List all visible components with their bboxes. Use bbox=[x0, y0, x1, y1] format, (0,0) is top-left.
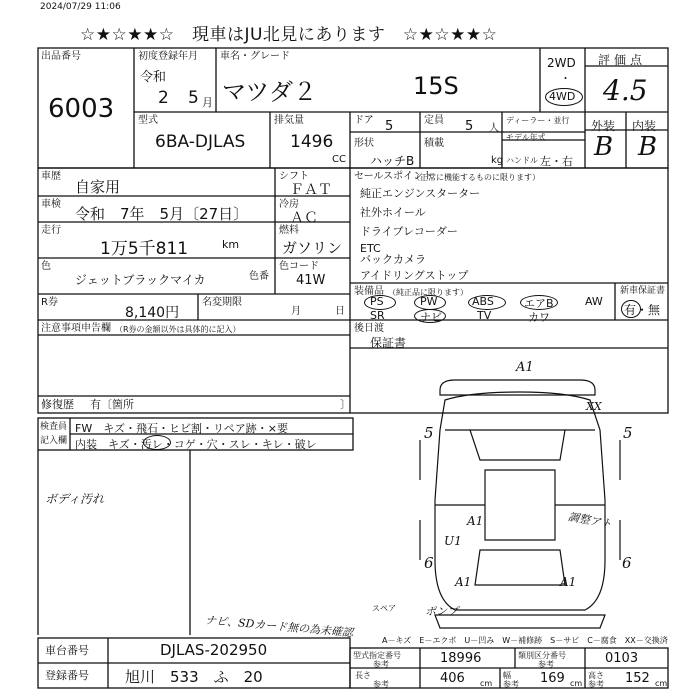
fuel-label: 燃料 bbox=[279, 225, 299, 236]
after-items-label: 後日渡 bbox=[354, 323, 384, 334]
class-no-value: 0103 bbox=[605, 651, 639, 666]
repair-history-value: 有〔箇所 bbox=[90, 398, 134, 411]
fuel-value: ガソリン bbox=[282, 239, 343, 257]
class-no-ref: 参考 bbox=[538, 660, 554, 669]
repair-history-close: 〕 bbox=[340, 398, 351, 411]
dealer-label: ディーラー・並行 bbox=[506, 116, 570, 125]
equipment-aw: AW bbox=[585, 295, 603, 308]
equipment-ps: PS bbox=[370, 295, 384, 308]
check-row-exterior: FW キズ・飛石・ヒビ割・リペア跡・×要 bbox=[75, 422, 288, 435]
recycle-label: R券 bbox=[41, 297, 58, 308]
notes-label: 注意事項申告欄 bbox=[41, 323, 111, 334]
first-reg-era: 令和 bbox=[140, 70, 167, 85]
shift-label: シフト bbox=[279, 171, 309, 182]
mileage-label: 走行 bbox=[41, 225, 61, 236]
history-value: 自家用 bbox=[75, 178, 121, 196]
score-value: 4.5 bbox=[603, 74, 648, 107]
ac-value: ＡＣ bbox=[290, 210, 318, 226]
inspection-label: 車検 bbox=[41, 199, 61, 210]
mark-five-right: 5 bbox=[623, 424, 633, 442]
drive-4wd: 4WD bbox=[549, 90, 576, 103]
mark-a1-mid: A1 bbox=[467, 514, 484, 528]
inspector-note-label-2: 記入欄 bbox=[40, 436, 68, 446]
reg-no-label: 登録番号 bbox=[45, 669, 89, 682]
history-label: 車歴 bbox=[41, 171, 61, 182]
spec-no-value: 18996 bbox=[440, 651, 482, 666]
mark-six-right: 6 bbox=[622, 554, 632, 572]
model-year-label: モデル年式 bbox=[506, 133, 546, 142]
color-code-label: 色コード bbox=[279, 261, 319, 272]
mark-note-adjust: 調整アト bbox=[567, 510, 613, 531]
doors-label: ドア bbox=[354, 115, 374, 126]
length-value: 406 bbox=[440, 671, 465, 686]
header-title: ☆★☆★★☆ 現車はJU北見にあります ☆★☆★★☆ bbox=[80, 25, 498, 45]
equipment-leather: カワ bbox=[528, 311, 550, 324]
inspection-value: 令和 7年 5月〔27日〕 bbox=[75, 205, 249, 223]
height-unit: cm bbox=[655, 679, 668, 688]
height-label: 高さ bbox=[588, 671, 604, 680]
mark-spare: スペア bbox=[372, 604, 396, 613]
width-value: 169 bbox=[540, 671, 565, 686]
capacity-label: 定員 bbox=[424, 115, 444, 126]
first-reg-month-unit: 月 bbox=[202, 96, 213, 109]
interior-label: 内装 bbox=[632, 119, 657, 133]
mileage-value: 1万5千811 bbox=[100, 239, 189, 259]
expiry-label: 名変期限 bbox=[202, 297, 242, 308]
equipment-label: 装備品 bbox=[354, 286, 384, 297]
sales-point-item: ETC bbox=[360, 242, 381, 255]
expiry-month-unit: 月 bbox=[291, 306, 301, 317]
chassis-no-value: DJLAS-202950 bbox=[160, 641, 268, 659]
reg-no-value: 旭川 533 ふ 20 bbox=[125, 668, 263, 686]
color-no-label: 色番 bbox=[249, 271, 269, 282]
color-code-value: 41W bbox=[296, 273, 326, 288]
sales-point-item: アイドリングストップ bbox=[360, 269, 469, 282]
ac-label: 冷房 bbox=[279, 199, 299, 210]
car-name-label: 車名・グレード bbox=[220, 51, 290, 62]
sales-point-item: 純正エンジンスターター bbox=[360, 187, 481, 200]
damage-legend: A－キズ E－エクボ U－凹み W－補修跡 S－サビ C－腐食 XX－交換済 bbox=[382, 636, 668, 645]
mark-xx: XX bbox=[586, 400, 602, 413]
class-no-label: 類別区分番号 bbox=[518, 651, 566, 660]
first-reg-label: 初度登録年月 bbox=[138, 51, 198, 62]
sales-point-item: バックカメラ bbox=[360, 253, 426, 266]
mark-a1-bottom-right: A1 bbox=[560, 575, 577, 589]
lot-no-value: 6003 bbox=[48, 94, 115, 124]
color-label: 色 bbox=[41, 261, 51, 272]
recycle-value: 8,140円 bbox=[125, 305, 180, 321]
equipment-navi: ナビ bbox=[420, 311, 442, 324]
height-ref: 参考 bbox=[588, 680, 604, 689]
shift-value: ＦＡＴ bbox=[290, 182, 332, 198]
cc-unit: CC bbox=[332, 154, 346, 165]
sales-point-item: ドライブレコーダー bbox=[360, 225, 458, 238]
equipment-tv: TV bbox=[477, 309, 492, 322]
hand-note-nav: ナビ、SDカード無の為未確認 bbox=[204, 613, 354, 640]
interior-grade: B bbox=[638, 132, 658, 162]
hand-note-left: ボディ汚れ bbox=[45, 492, 105, 506]
first-reg-year: 2 bbox=[158, 88, 169, 108]
first-reg-month: 5 bbox=[188, 88, 199, 108]
new-car-warranty-label: 新車保証書 bbox=[620, 286, 666, 296]
displacement-value: 1496 bbox=[290, 132, 334, 152]
spec-no-label: 型式指定番号 bbox=[353, 651, 401, 660]
grade-value: 15S bbox=[413, 72, 459, 100]
width-label: 幅 bbox=[503, 671, 511, 680]
doors-value: 5 bbox=[385, 119, 394, 134]
shape-label: 形状 bbox=[354, 138, 374, 149]
capacity-value: 5 bbox=[465, 119, 474, 134]
mark-six-left: 6 bbox=[424, 554, 434, 572]
color-value: ジェットブラックマイカ bbox=[75, 273, 206, 287]
spec-no-ref: 参考 bbox=[373, 660, 389, 669]
mark-a1-top: A1 bbox=[516, 360, 534, 375]
equipment-sr: SR bbox=[370, 309, 385, 322]
handle-value: 左・右 bbox=[540, 155, 573, 168]
chassis-no-label: 車台番号 bbox=[45, 644, 89, 657]
sales-points-note: （正常に機能するものに限ります） bbox=[412, 173, 540, 182]
equipment-note: （純正品に限ります） bbox=[388, 288, 468, 297]
notes-note: （R券の金額以外は具体的に記入） bbox=[115, 325, 241, 334]
equipment-pw: PW bbox=[420, 295, 438, 308]
equipment-abs: ABS bbox=[472, 295, 494, 308]
repair-history-label: 修復歴 bbox=[41, 398, 74, 411]
drive-separator: ・ bbox=[560, 72, 571, 85]
mark-u1: U1 bbox=[444, 534, 462, 548]
exterior-grade: B bbox=[594, 132, 614, 162]
mark-five-left: 5 bbox=[424, 424, 434, 442]
equipment-airbag: エアB bbox=[524, 297, 554, 310]
mark-pump: ポンプ bbox=[425, 605, 458, 618]
check-circle bbox=[143, 435, 171, 450]
mileage-unit: km bbox=[222, 238, 240, 251]
drive-2wd: 2WD bbox=[547, 56, 576, 70]
sales-points-label: セールスポイント bbox=[354, 171, 434, 182]
model-value: 6BA-DJLAS bbox=[155, 132, 246, 152]
length-unit: cm bbox=[480, 679, 493, 688]
length-label: 長さ bbox=[355, 671, 371, 680]
model-label: 型式 bbox=[138, 115, 158, 126]
shape-value: ハッチB bbox=[370, 154, 415, 168]
height-value: 152 bbox=[625, 671, 650, 686]
expiry-day-unit: 日 bbox=[335, 306, 345, 317]
lot-no-label: 出品番号 bbox=[41, 51, 81, 62]
print-timestamp: 2024/07/29 11:06 bbox=[40, 2, 121, 12]
kg-unit: kg bbox=[491, 155, 504, 166]
width-ref: 参考 bbox=[503, 680, 519, 689]
load-label: 積載 bbox=[424, 138, 444, 149]
car-name-value: マツダ２ bbox=[222, 78, 318, 106]
car-diagram bbox=[420, 380, 620, 628]
sales-point-item: 社外ホイール bbox=[360, 206, 426, 219]
persons-unit: 人 bbox=[489, 123, 499, 134]
after-items-value: 保証書 bbox=[370, 336, 407, 350]
exterior-label: 外装 bbox=[591, 119, 616, 133]
displacement-label: 排気量 bbox=[274, 115, 304, 126]
mark-a1-bottom-left: A1 bbox=[455, 575, 472, 589]
width-unit: cm bbox=[570, 679, 583, 688]
check-row-interior: 内装 キズ・汚レ・コゲ・穴・スレ・キレ・破レ bbox=[75, 438, 317, 451]
handle-label: ハンドル bbox=[506, 156, 538, 165]
inspector-note-label: 検査員 bbox=[40, 422, 68, 432]
score-label: 評価点 bbox=[598, 53, 647, 67]
warranty-value: 有・無 bbox=[624, 303, 661, 317]
length-ref: 参考 bbox=[373, 680, 389, 689]
